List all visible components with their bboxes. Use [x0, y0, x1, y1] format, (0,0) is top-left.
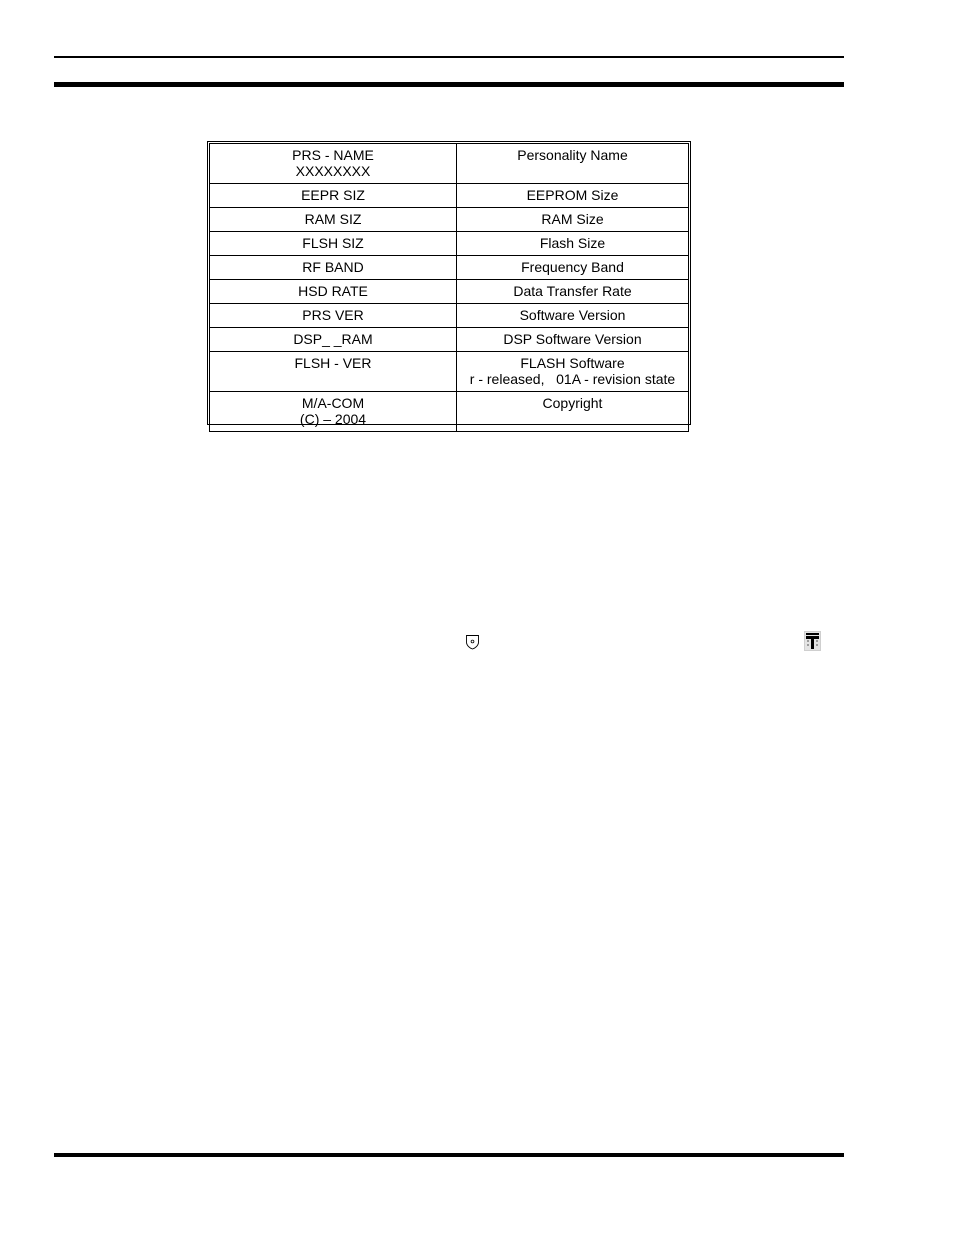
- header-rule-thick: [54, 82, 844, 87]
- display-cell: [210, 208, 457, 232]
- shield-icon: [465, 634, 480, 650]
- meaning-cell: [457, 304, 689, 328]
- meaning-text: EEPROM Size: [526, 187, 619, 203]
- meaning-text: Data Transfer Rate: [513, 283, 632, 299]
- info-table: [209, 143, 689, 432]
- meaning-text: RAM Size: [541, 211, 604, 227]
- display-text: RAM SIZ: [304, 211, 362, 227]
- meaning-text: Software Version: [519, 307, 626, 323]
- display-text: (C) – 2004: [299, 411, 367, 427]
- meaning-cell: [457, 184, 689, 208]
- display-text: HSD RATE: [298, 283, 368, 299]
- display-cell: [210, 352, 457, 392]
- table-row: [210, 304, 689, 328]
- header-rule-thin: [54, 56, 844, 58]
- meaning-cell: [457, 392, 689, 432]
- display-text: DSP_ _RAM: [293, 331, 373, 347]
- display-cell: [210, 144, 457, 184]
- table-row: [210, 256, 689, 280]
- display-text: PRS - NAME: [292, 147, 374, 163]
- display-text: RF BAND: [302, 259, 364, 275]
- display-cell: [210, 392, 457, 432]
- table-row: [210, 208, 689, 232]
- footer-rule: [54, 1153, 844, 1157]
- table-row: [210, 184, 689, 208]
- display-cell: [210, 280, 457, 304]
- table-row: [210, 392, 689, 432]
- display-cell: [210, 256, 457, 280]
- display-text: M/A-COM: [301, 395, 365, 411]
- table-row: [210, 232, 689, 256]
- table-row: [210, 280, 689, 304]
- meaning-cell: [457, 232, 689, 256]
- meaning-text: r - released, 01A - revision state: [469, 371, 676, 387]
- display-text: XXXXXXXX: [295, 163, 371, 179]
- display-cell: [210, 304, 457, 328]
- display-text: EEPR SIZ: [301, 187, 365, 203]
- display-cell: [210, 328, 457, 352]
- personality-info-table: [207, 141, 691, 425]
- meaning-text: DSP Software Version: [503, 331, 642, 347]
- table-row: [210, 144, 689, 184]
- meaning-cell: [457, 144, 689, 184]
- table-row: [210, 328, 689, 352]
- meaning-cell: [457, 280, 689, 304]
- meaning-text: Frequency Band: [521, 259, 624, 275]
- meaning-text: FLASH Software: [520, 355, 625, 371]
- display-text: PRS VER: [302, 307, 364, 323]
- meaning-text: Personality Name: [517, 147, 628, 163]
- display-text: FLSH - VER: [294, 355, 372, 371]
- display-text: FLSH SIZ: [302, 235, 364, 251]
- display-cell: [210, 184, 457, 208]
- meaning-text: Copyright: [542, 395, 603, 411]
- meaning-cell: [457, 328, 689, 352]
- display-cell: [210, 232, 457, 256]
- meaning-cell: [457, 208, 689, 232]
- t-key-icon: [804, 631, 821, 651]
- meaning-text: Flash Size: [539, 235, 606, 251]
- table-row: [210, 352, 689, 392]
- meaning-cell: [457, 352, 689, 392]
- meaning-cell: [457, 256, 689, 280]
